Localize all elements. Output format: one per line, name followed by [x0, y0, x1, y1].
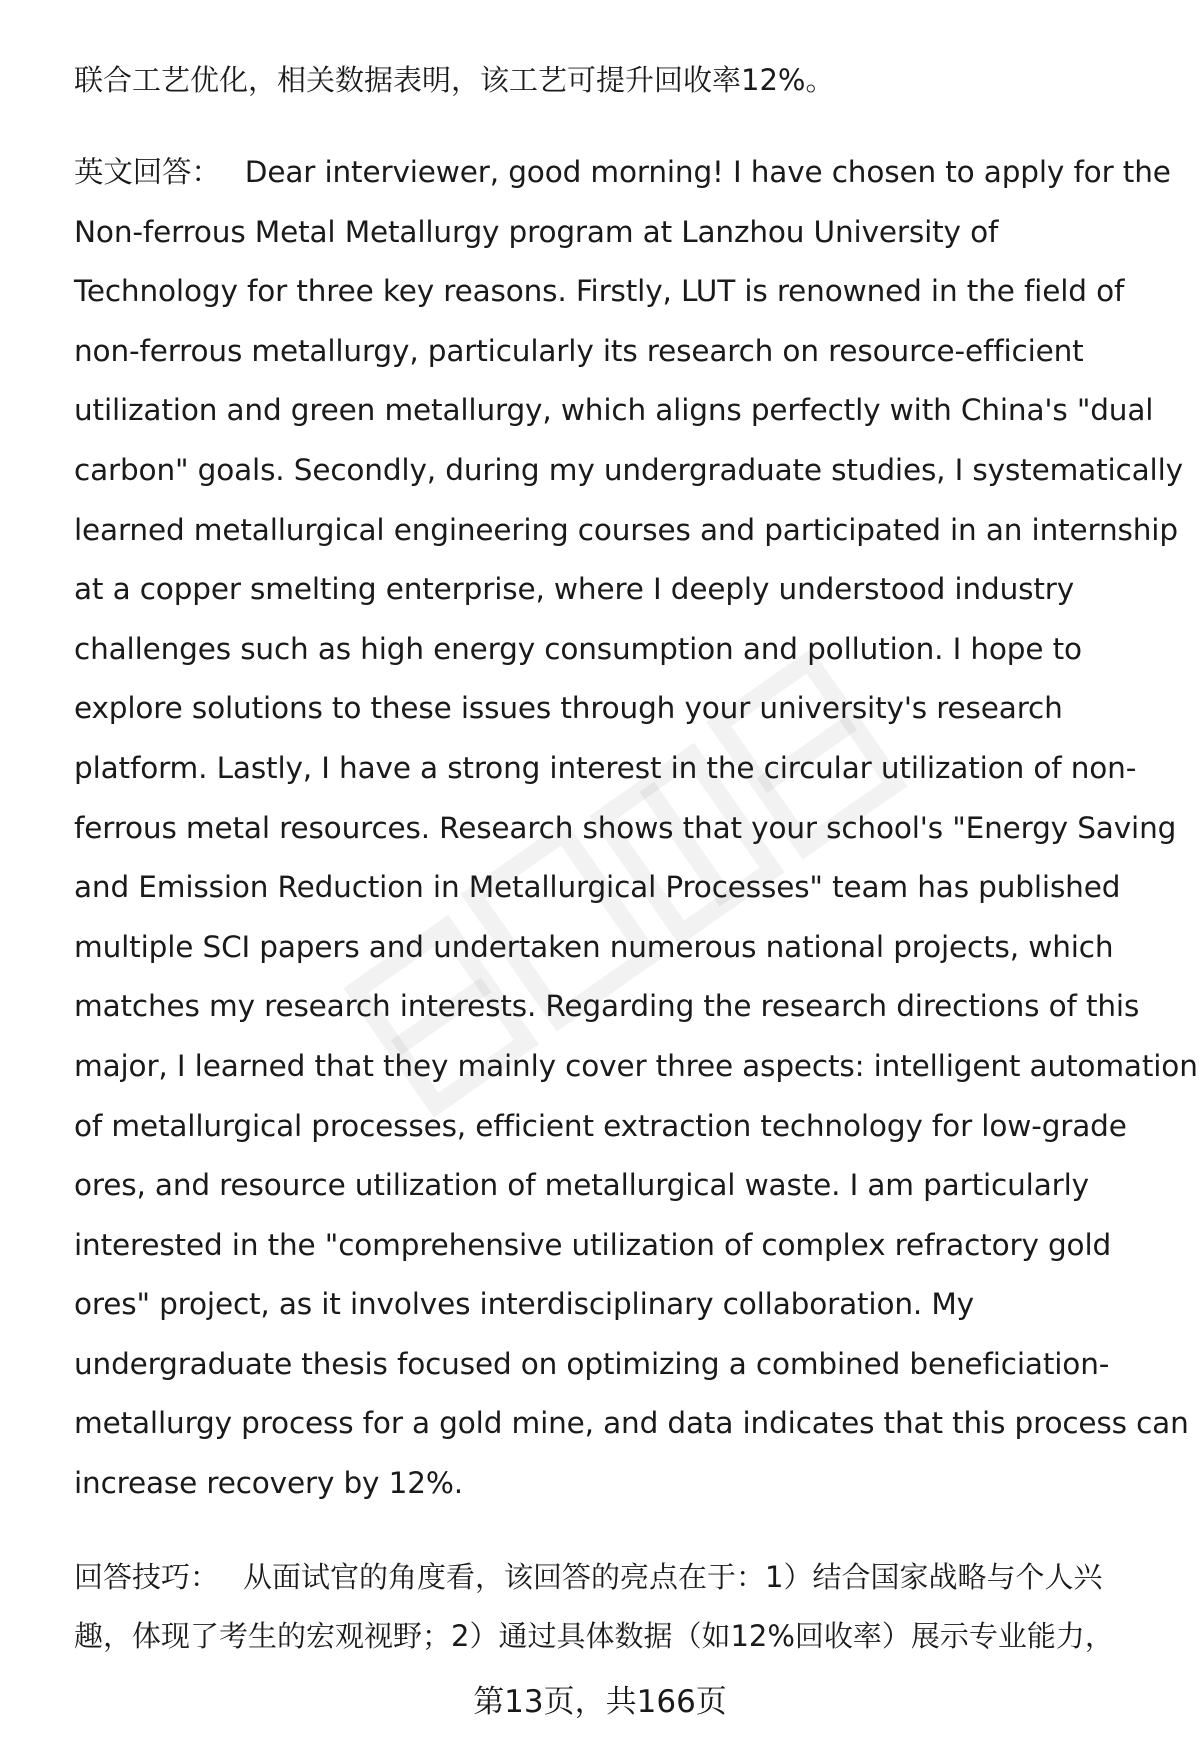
english-answer-line: utilization and green metallurgy, which aligns perfectly with China's "dual — [74, 393, 1154, 428]
english-answer-label: 英文回答： — [74, 155, 221, 189]
english-answer-line: ferrous metal resources. Research shows that your school's "Energy Saving — [74, 810, 1177, 845]
english-answer-line: Technology for three key reasons. Firstly, LUT is renowned in the field of — [74, 274, 1125, 309]
answer-tips-label: 回答技巧： — [74, 1560, 220, 1594]
english-answer-line: at a copper smelting enterprise, where I deeply understood industry — [74, 572, 1075, 607]
answer-tips-line: 趣，体现了考生的宏观视野；2）通过具体数据（如12%回收率）展示专业能力， — [74, 1619, 1114, 1653]
english-answer-line: interested in the "comprehensive utilization of complex refractory gold — [74, 1227, 1112, 1262]
english-answer-line: explore solutions to these issues through your university's research — [74, 691, 1063, 726]
answer-tips-line: 回答技巧： 从面试官的角度看，该回答的亮点在于：1）结合国家战略与个人兴 — [74, 1560, 1103, 1594]
english-answer-line: increase recovery by 12%. — [74, 1466, 463, 1501]
page-number-footer: 第13页，共166页 — [473, 1684, 727, 1720]
english-answer-line: Non-ferrous Metal Metallurgy program at Lanzhou University of — [74, 214, 999, 249]
english-answer-line: undergraduate thesis focused on optimizing a combined beneficiation- — [74, 1346, 1110, 1381]
english-answer-line: ores" project, as it involves interdisciplinary collaboration. My — [74, 1287, 974, 1322]
english-answer-line: platform. Lastly, I have a strong interest in the circular utilization of non- — [74, 750, 1137, 785]
english-answer-line: carbon" goals. Secondly, during my undergraduate studies, I systematically — [74, 452, 1183, 487]
english-answer-line: and Emission Reduction in Metallurgical Processes" team has published — [74, 870, 1121, 905]
english-answer-line: matches my research interests. Regarding the research directions of this — [74, 989, 1140, 1024]
english-answer-line: ores, and resource utilization of metallurgical waste. I am particularly — [74, 1168, 1089, 1203]
english-answer-line: challenges such as high energy consumption and pollution. I hope to — [74, 631, 1082, 666]
english-answer-line: learned metallurgical engineering courses and participated in an internship — [74, 512, 1178, 547]
english-answer-line: major, I learned that they mainly cover three aspects: intelligent automation — [74, 1048, 1198, 1083]
english-answer-paragraph — [74, 143, 1198, 1514]
answer-tips-paragraph — [74, 1548, 1114, 1666]
english-answer-line: 英文回答： Dear interviewer, good morning! I have chosen to apply for the — [74, 155, 1171, 189]
top-paragraph: 联合工艺优化，相关数据表明，该工艺可提升回收率12%。 — [74, 63, 835, 97]
english-answer-line: metallurgy process for a gold mine, and data indicates that this process can — [74, 1406, 1189, 1441]
english-answer-line: multiple SCI papers and undertaken numerous national projects, which — [74, 929, 1114, 964]
english-answer-line: non-ferrous metallurgy, particularly its research on resource-efficient — [74, 333, 1084, 368]
english-answer-line: of metallurgical processes, efficient extraction technology for low-grade — [74, 1108, 1127, 1143]
